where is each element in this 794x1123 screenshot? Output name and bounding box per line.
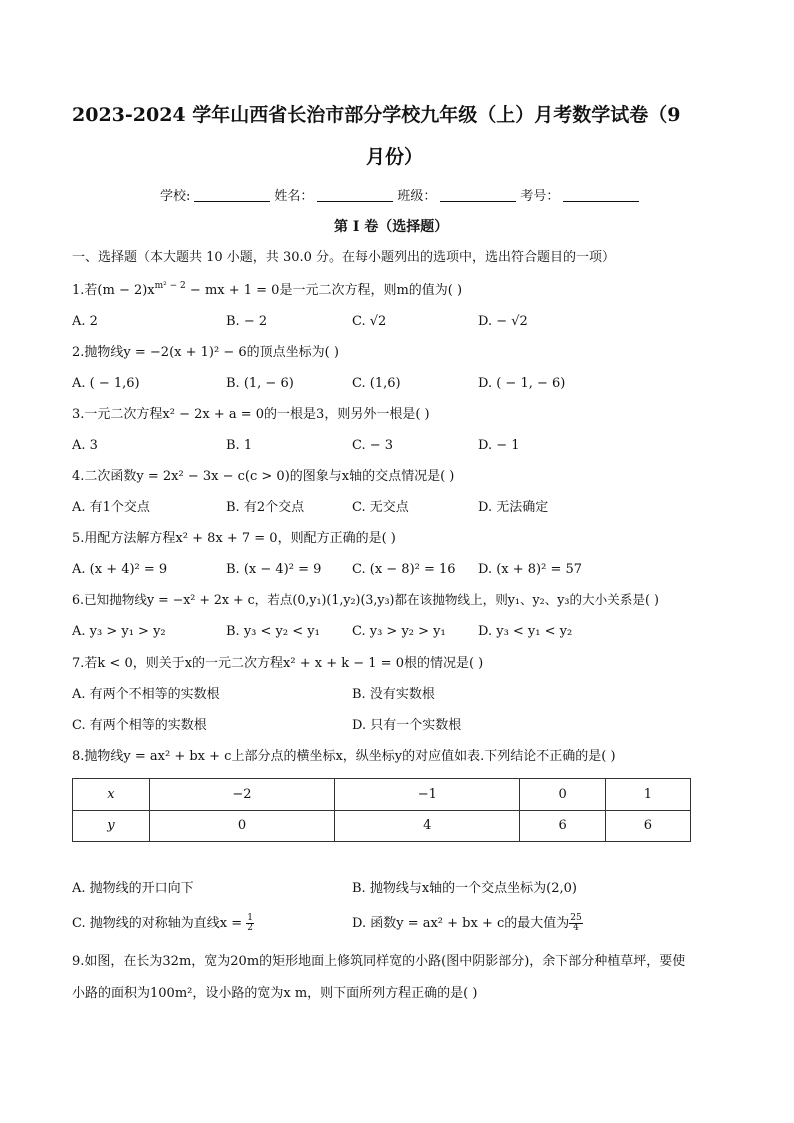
q8-option-d-text: D. 函数y = ax² + bx + c的最大值为	[352, 916, 570, 931]
table-cell: −1	[335, 779, 520, 811]
q5-option-c: C. (x − 8)² = 16	[352, 562, 456, 577]
table-cell: 1	[605, 779, 690, 811]
exam-title-line2: 月份）	[366, 146, 424, 168]
exam-no-label: 考号：	[520, 189, 560, 204]
q6-option-a: A. y₃ > y₁ > y₂	[72, 624, 166, 639]
school-blank[interactable]	[194, 189, 270, 202]
q8-value-table	[72, 778, 691, 842]
q1-label: 1.	[72, 283, 85, 298]
q3-option-b: B. 1	[226, 438, 253, 453]
class-label: 班级：	[397, 189, 437, 204]
name-label: 姓名：	[274, 189, 314, 204]
q7-option-c: C. 有两个相等的实数根	[72, 718, 207, 733]
q2-option-d: D. ( − 1, − 6)	[478, 376, 566, 391]
q1-option-c: C. √2	[352, 314, 387, 329]
q8-option-c	[72, 914, 254, 933]
fraction-numerator: 25	[570, 913, 582, 923]
q5-stem: 5.用配方法解方程x² + 8x + 7 = 0，则配方正确的是( )	[72, 531, 396, 546]
q8-option-c-fraction	[246, 914, 254, 933]
q2-option-b: B. (1, − 6)	[226, 376, 294, 391]
q6-option-d: D. y₃ < y₁ < y₂	[478, 624, 573, 639]
q1-stem	[72, 281, 463, 298]
q1-stem-a: 若(m − 2)x	[84, 283, 155, 298]
table-cell: y	[73, 810, 150, 842]
table-cell: 6	[520, 810, 605, 842]
q1-stem-b: − mx + 1 = 0是一元二次方程，则m的值为( )	[185, 283, 463, 298]
table-cell: x	[73, 779, 150, 811]
school-label: 学校:	[160, 189, 191, 204]
q3-option-a: A. 3	[72, 438, 98, 453]
q8-option-d	[352, 914, 583, 933]
exam-no-blank[interactable]	[563, 189, 639, 202]
q7-option-a: A. 有两个不相等的实数根	[72, 687, 220, 702]
q6-option-c: C. y₃ > y₂ > y₁	[352, 624, 446, 639]
q9-line2: 小路的面积为100m²，设小路的宽为x m，则下面所列方程正确的是( )	[72, 986, 478, 1001]
q4-option-c: C. 无交点	[352, 500, 409, 515]
q7-option-b: B. 没有实数根	[352, 687, 435, 702]
q8-option-b: B. 抛物线与x轴的一个交点坐标为(2,0)	[352, 881, 577, 896]
q3-option-c: C. − 3	[352, 438, 394, 453]
section1-heading: 一、选择题（本大题共 10 小题，共 30.0 分。在每小题列出的选项中，选出符合题目的一项）	[72, 250, 616, 265]
q1-option-b: B. − 2	[226, 314, 268, 329]
q6-stem: 6.已知抛物线y = −x² + 2x + c，若点(0,y₁)(1,y₂)(3,y₃)都在该抛物线上，则y₁、y₂、y₃的大小关系是( )	[72, 592, 659, 607]
table-cell: 0	[520, 779, 605, 811]
q4-stem: 4.二次函数y = 2x² − 3x − c(c > 0)的图象与x轴的交点情况是( )	[72, 469, 455, 484]
q7-option-d: D. 只有一个实数根	[352, 718, 462, 733]
table-cell: −2	[149, 779, 334, 811]
q5-option-d: D. (x + 8)² = 57	[478, 562, 583, 577]
q6-option-b: B. y₃ < y₂ < y₁	[226, 624, 320, 639]
q2-option-a: A. ( − 1,6)	[72, 376, 140, 391]
q9-line1: 9.如图，在长为32m，宽为20m的矩形地面上修筑同样宽的小路(图中阴影部分)，余下部分种植草坪，要使	[72, 954, 686, 969]
q5-option-a: A. (x + 4)² = 9	[72, 562, 168, 577]
table-row	[73, 810, 691, 842]
q1-option-d: D. − √2	[478, 314, 528, 329]
q3-option-d: D. − 1	[478, 438, 520, 453]
class-blank[interactable]	[440, 189, 516, 202]
info-fields	[160, 189, 643, 203]
q1-option-a: A. 2	[72, 314, 98, 329]
exam-title-line1: 2023-2024 学年山西省长治市部分学校九年级（上）月考数学试卷（9	[72, 104, 681, 126]
table-cell: 4	[335, 810, 520, 842]
q2-option-c: C. (1,6)	[352, 376, 401, 391]
fraction-denominator: 2	[247, 923, 253, 933]
table-cell: 0	[149, 810, 334, 842]
q8-stem: 8.抛物线y = ax² + bx + c上部分点的横坐标x，纵坐标y的对应值如表.下列结论不正确的是( )	[72, 749, 616, 764]
q4-option-d: D. 无法确定	[478, 500, 549, 515]
q8-option-c-text: C. 抛物线的对称轴为直线x =	[72, 916, 247, 931]
fraction-numerator: 1	[247, 913, 253, 923]
volume-heading: 第 I 卷（选择题）	[334, 219, 449, 235]
q8-option-d-fraction	[569, 914, 582, 933]
q1-exponent: m² − 2	[154, 281, 186, 291]
table-row	[73, 779, 691, 811]
q4-option-a: A. 有1个交点	[72, 500, 150, 515]
q8-option-a: A. 抛物线的开口向下	[72, 881, 194, 896]
q5-option-b: B. (x − 4)² = 9	[226, 562, 322, 577]
q3-stem: 3.一元二次方程x² − 2x + a = 0的一根是3，则另外一根是( )	[72, 407, 430, 422]
fraction-denominator: 4	[573, 923, 579, 933]
q7-stem: 7.若k < 0，则关于x的一元二次方程x² + x + k − 1 = 0根的情况是( )	[72, 656, 484, 671]
name-blank[interactable]	[317, 189, 393, 202]
table-cell: 6	[605, 810, 690, 842]
q2-stem: 2.抛物线y = −2(x + 1)² − 6的顶点坐标为( )	[72, 345, 339, 360]
q4-option-b: B. 有2个交点	[226, 500, 305, 515]
